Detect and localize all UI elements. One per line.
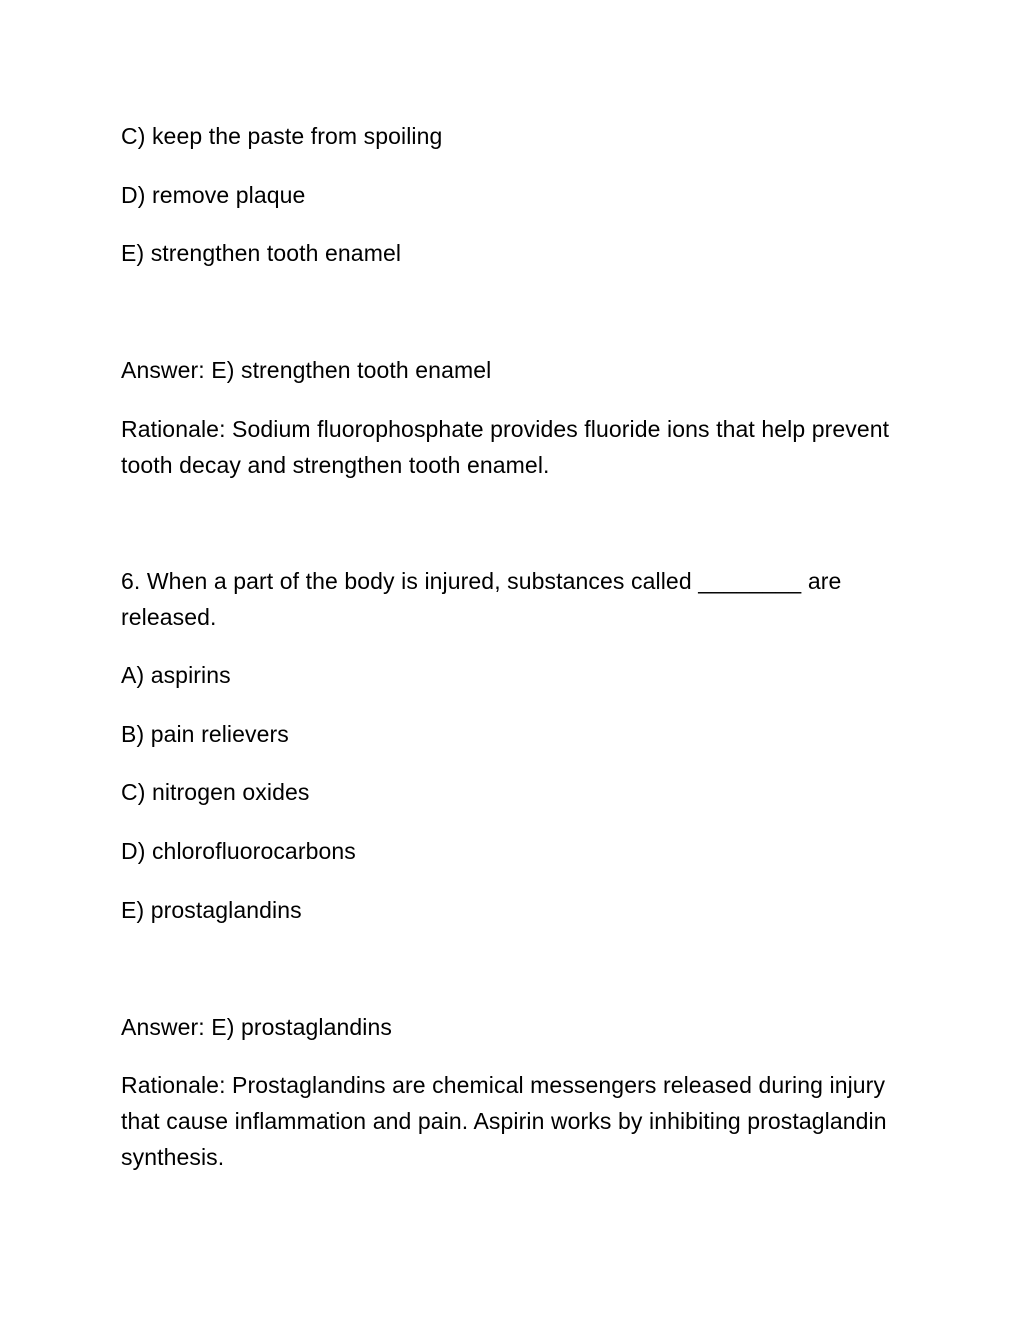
q6-question: 6. When a part of the body is injured, substances called ________ are released. [121, 568, 842, 630]
q5-answer: Answer: E) strengthen tooth enamel [121, 357, 492, 383]
q5-option-c: C) keep the paste from spoiling [121, 123, 443, 149]
q5-rationale: Rationale: Sodium fluorophosphate provides fluoride ions that help prevent tooth decay and strengthen tooth enamel. [121, 416, 890, 478]
q6-rationale: Rationale: Prostaglandins are chemical messengers released during injury that cause inflammation and pain. Aspirin works by inhibiting prostaglandin synthesis. [121, 1072, 887, 1170]
q6-answer: Answer: E) prostaglandins [121, 1014, 392, 1040]
q6-option-a: A) aspirins [121, 662, 231, 688]
q5-option-e: E) strengthen tooth enamel [121, 240, 402, 266]
q6-option-c: C) nitrogen oxides [121, 779, 310, 805]
q6-option-e: E) prostaglandins [121, 897, 302, 923]
q6-option-b: B) pain relievers [121, 721, 289, 747]
q5-option-d: D) remove plaque [121, 182, 306, 208]
q6-option-d: D) chlorofluorocarbons [121, 838, 356, 864]
